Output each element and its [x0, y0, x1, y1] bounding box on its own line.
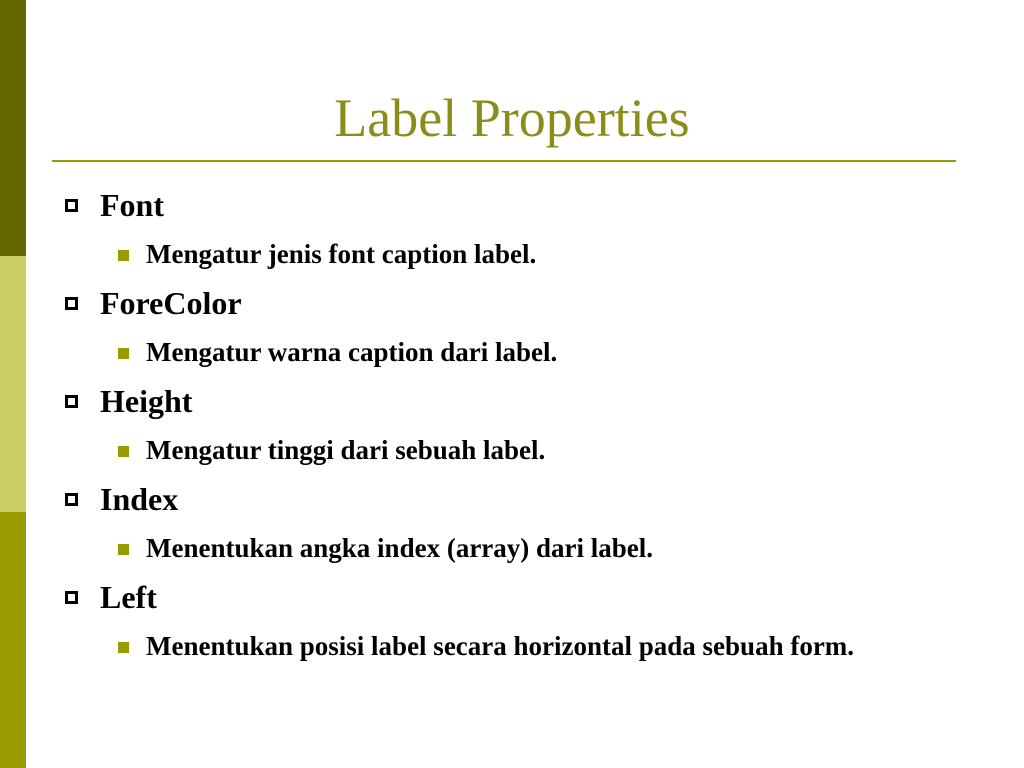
- property-description: Menentukan angka index (array) dari label.: [146, 533, 654, 563]
- property-font-description: [62, 225, 962, 283]
- property-description: Mengatur jenis font caption label.: [146, 239, 537, 269]
- property-left-description: [62, 617, 962, 675]
- filled-square-bullet-icon: [118, 348, 129, 359]
- property-index-description: [62, 519, 962, 577]
- property-description: Mengatur tinggi dari sebuah label.: [146, 435, 546, 465]
- property-height: [62, 381, 962, 421]
- property-description: Menentukan posisi label secara horizontal pada sebuah form.: [146, 631, 855, 661]
- hollow-square-bullet-icon: [65, 199, 78, 212]
- property-index: [62, 479, 962, 519]
- filled-square-bullet-icon: [118, 446, 129, 457]
- property-forecolor: [62, 283, 962, 323]
- bullet-list: [62, 185, 962, 675]
- filled-square-bullet-icon: [118, 642, 129, 653]
- hollow-square-bullet-icon: [65, 395, 78, 408]
- property-height-description: [62, 421, 962, 479]
- property-name: Font: [100, 187, 164, 223]
- sidebar-middle-band: [0, 256, 26, 512]
- property-name: Left: [100, 579, 157, 615]
- property-name: Index: [100, 481, 179, 517]
- title-divider: [52, 160, 956, 162]
- filled-square-bullet-icon: [118, 250, 129, 261]
- property-font: [62, 185, 962, 225]
- property-name: Height: [100, 383, 193, 419]
- property-forecolor-description: [62, 323, 962, 381]
- filled-square-bullet-icon: [118, 544, 129, 555]
- hollow-square-bullet-icon: [65, 591, 78, 604]
- hollow-square-bullet-icon: [65, 297, 78, 310]
- property-name: ForeColor: [100, 285, 242, 321]
- sidebar-bottom-band: [0, 512, 26, 768]
- property-left: [62, 577, 962, 617]
- hollow-square-bullet-icon: [65, 493, 78, 506]
- property-description: Mengatur warna caption dari label.: [146, 337, 558, 367]
- slide-title: Label Properties: [334, 88, 690, 148]
